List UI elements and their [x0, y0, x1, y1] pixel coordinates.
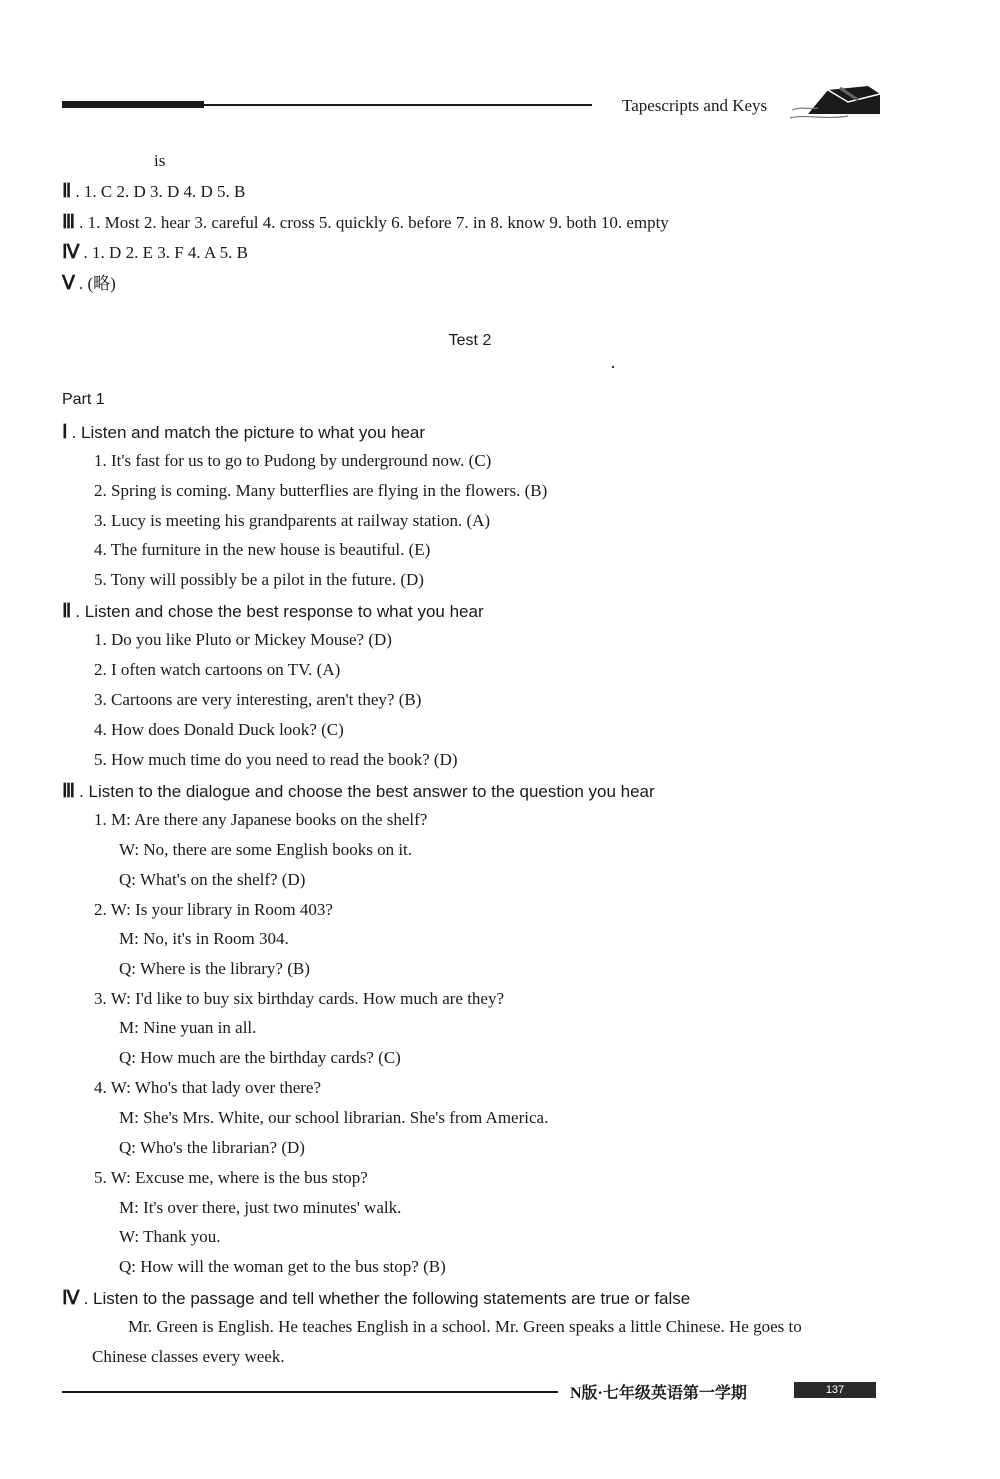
dialogue-line: M: Nine yuan in all. [119, 1018, 257, 1037]
dialogue-line: 3. W: I'd like to buy six birthday cards. How much are they? [94, 989, 505, 1008]
answer-text: . (略) [79, 274, 116, 293]
list-item: 4. The furniture in the new house is beautiful. (E) [94, 540, 431, 559]
list-item: 1. It's fast for us to go to Pudong by underground now. (C) [94, 451, 492, 470]
dialogue-line: 5. W: Excuse me, where is the bus stop? [94, 1168, 368, 1187]
answer-text: . 1. D 2. E 3. F 4. A 5. B [83, 243, 248, 262]
dialogue-line: Q: Who's the librarian? (D) [119, 1138, 305, 1157]
footer-rule [62, 1391, 558, 1393]
roman-numeral: Ⅴ [62, 273, 75, 294]
stray-dot [612, 366, 614, 368]
footer-text: N版·七年级英语第一学期 [570, 1385, 747, 1402]
answer-row [62, 269, 116, 295]
passage-line: Chinese classes every week. [92, 1347, 285, 1366]
dialogue-line: 1. M: Are there any Japanese books on the shelf? [94, 810, 428, 829]
header-rule-thick [62, 101, 204, 108]
header-rule-thin [204, 104, 592, 106]
section-heading-text: . Listen to the dialogue and choose the best answer to the question you hear [79, 782, 655, 801]
dialogue-line: W: Thank you. [119, 1227, 221, 1246]
dialogue-line: Q: How much are the birthday cards? (C) [119, 1048, 401, 1067]
dialogue-line: M: It's over there, just two minutes' walk. [119, 1198, 402, 1217]
roman-numeral: Ⅲ [62, 781, 76, 802]
dialogue-line: Q: Where is the library? (B) [119, 959, 310, 978]
section-heading [62, 1287, 690, 1310]
section-heading [62, 600, 484, 623]
dialogue-line: M: No, it's in Room 304. [119, 929, 289, 948]
passage-line: Mr. Green is English. He teaches English in a school. Mr. Green speaks a little Chinese. He goes to [128, 1317, 802, 1336]
answer-row [62, 211, 669, 234]
test-title: Test 2 [448, 332, 492, 349]
page-number: 137 [794, 1382, 876, 1398]
answer-text: . 1. Most 2. hear 3. careful 4. cross 5. quickly 6. before 7. in 8. know 9. both 10. empty [79, 213, 669, 232]
list-item: 1. Do you like Pluto or Mickey Mouse? (D) [94, 630, 392, 649]
dialogue-line: Q: How will the woman get to the bus stop? (B) [119, 1257, 446, 1276]
list-item: 2. I often watch cartoons on TV. (A) [94, 660, 341, 679]
section-heading-text: . Listen and chose the best response to what you hear [75, 602, 484, 621]
list-item: 3. Cartoons are very interesting, aren't they? (B) [94, 690, 422, 709]
answer-row [62, 180, 245, 203]
answer-row [62, 241, 248, 264]
header-title: Tapescripts and Keys [622, 96, 768, 115]
list-item: 3. Lucy is meeting his grandparents at railway station. (A) [94, 511, 491, 530]
roman-numeral: Ⅳ [62, 242, 80, 263]
section-heading [62, 421, 425, 444]
roman-numeral: Ⅲ [62, 212, 76, 233]
dialogue-line: 4. W: Who's that lady over there? [94, 1078, 321, 1097]
list-item: 5. Tony will possibly be a pilot in the future. (D) [94, 570, 424, 589]
roman-numeral: Ⅰ [62, 422, 68, 443]
list-item: 4. How does Donald Duck look? (C) [94, 720, 344, 739]
section-heading [62, 780, 655, 803]
list-item: 2. Spring is coming. Many butterflies are flying in the flowers. (B) [94, 481, 548, 500]
roman-numeral: Ⅱ [62, 181, 72, 202]
dialogue-line: 2. W: Is your library in Room 403? [94, 900, 333, 919]
list-item: 5. How much time do you need to read the book? (D) [94, 750, 458, 769]
dialogue-line: W: No, there are some English books on it. [119, 840, 413, 859]
section-heading-text: . Listen and match the picture to what you hear [71, 423, 426, 442]
section-heading-text: . Listen to the passage and tell whether the following statements are true or false [83, 1289, 691, 1308]
dialogue-line: Q: What's on the shelf? (D) [119, 870, 306, 889]
books-icon [788, 80, 884, 126]
dialogue-line: M: She's Mrs. White, our school librarian. She's from America. [119, 1108, 549, 1127]
roman-numeral: Ⅳ [62, 1288, 80, 1309]
leftover-word: is [154, 151, 166, 170]
roman-numeral: Ⅱ [62, 601, 72, 622]
answer-text: . 1. C 2. D 3. D 4. D 5. B [75, 182, 246, 201]
part-title: Part 1 [62, 391, 105, 408]
